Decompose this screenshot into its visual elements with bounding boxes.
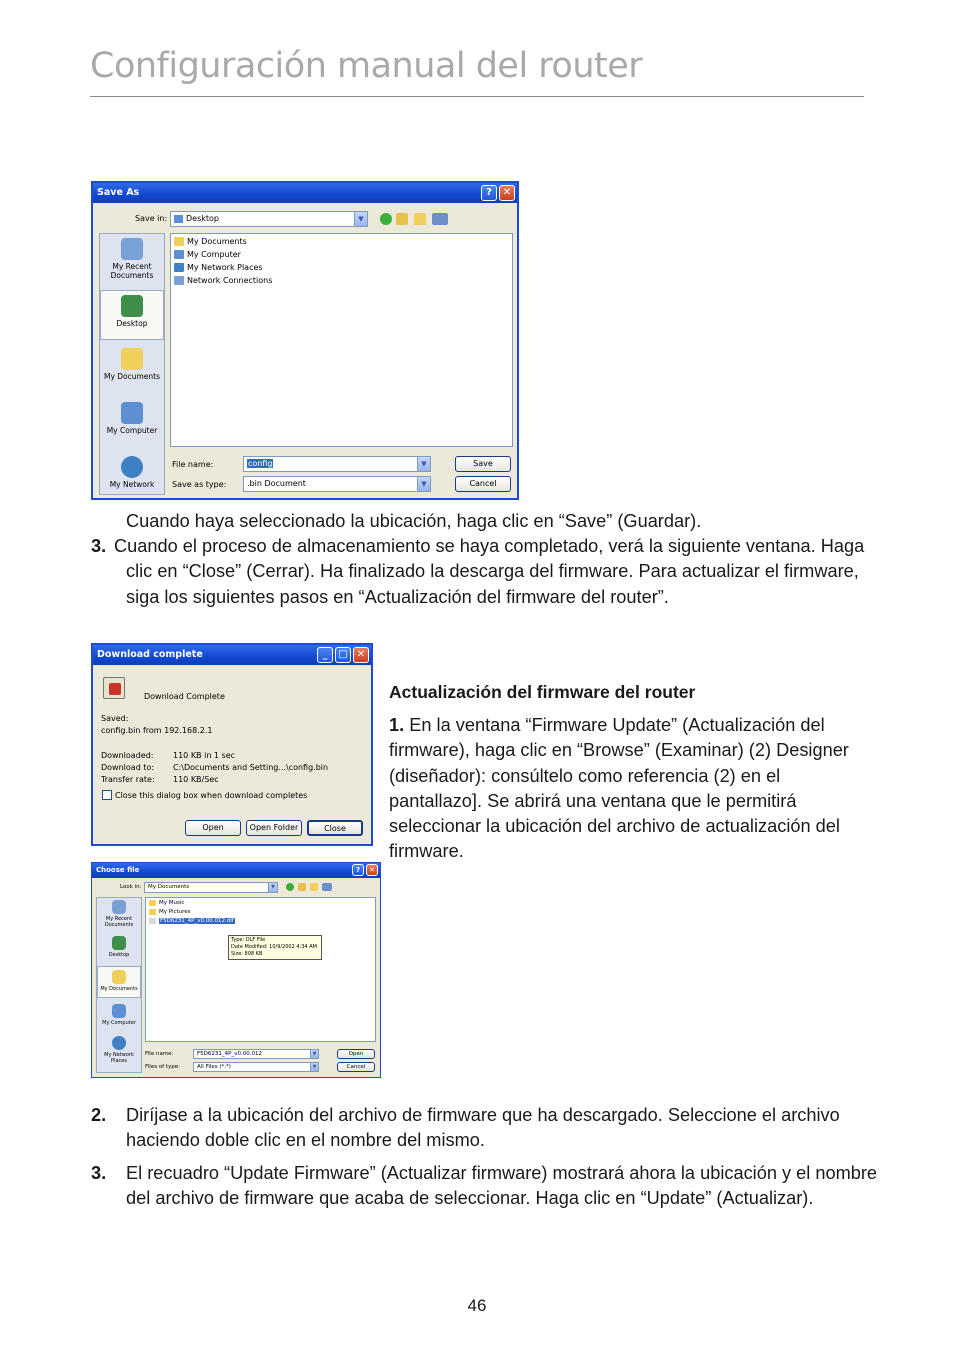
close-button[interactable]: ✕	[353, 647, 369, 663]
back-icon[interactable]	[380, 213, 392, 225]
cancel-button[interactable]: Cancel	[337, 1062, 375, 1072]
download-complete-icon	[103, 677, 125, 699]
choose-file-dialog	[91, 862, 381, 1078]
firmware-step-1	[389, 713, 867, 865]
back-icon[interactable]	[286, 883, 294, 891]
list-item[interactable]: My Documents	[174, 237, 247, 246]
help-button[interactable]: ?	[481, 185, 497, 201]
files-of-type-label: Files of type:	[145, 1064, 181, 1070]
step-3-top	[91, 534, 866, 610]
step-number: 3.	[91, 1163, 107, 1183]
file-name-label: File name:	[172, 460, 214, 469]
save-in-dropdown[interactable]	[170, 211, 368, 227]
place-my-recent-documents[interactable]: My Recent Documents	[100, 238, 164, 280]
recent-documents-icon	[112, 900, 126, 914]
new-folder-icon[interactable]	[310, 883, 318, 891]
place-my-computer[interactable]: My Computer	[100, 402, 164, 435]
file-name-input[interactable]	[193, 1049, 319, 1059]
folder-icon	[174, 237, 184, 246]
save-as-type-value: .bin Document	[247, 479, 306, 488]
download-to-value: C:\Documents and Setting...\config.bin	[173, 763, 329, 772]
list-item[interactable]: F5D6231_4P_v0.00.012.dlf	[149, 918, 235, 924]
chevron-down-icon[interactable]: ▼	[310, 1063, 318, 1071]
file-list[interactable]	[170, 233, 513, 447]
downloaded-value: 110 KB in 1 sec	[173, 751, 236, 760]
places-bar	[99, 233, 165, 495]
files-of-type-select[interactable]	[193, 1062, 319, 1072]
transfer-rate-value: 110 KB/Sec	[173, 775, 219, 784]
look-in-dropdown[interactable]	[144, 882, 278, 893]
chevron-down-icon[interactable]: ▼	[354, 212, 367, 226]
step-number: 2.	[91, 1105, 107, 1125]
computer-icon	[174, 250, 184, 259]
step-2-bottom	[91, 1103, 881, 1154]
folder-icon	[149, 909, 156, 915]
download-titlebar	[93, 645, 371, 665]
save-as-type-select[interactable]	[243, 476, 431, 492]
network-icon	[112, 1036, 126, 1050]
my-computer-icon	[112, 1004, 126, 1018]
download-to-label: Download to:	[101, 763, 155, 772]
save-as-title: Save As	[97, 187, 140, 198]
title-divider	[90, 96, 864, 97]
cancel-button[interactable]: Cancel	[455, 476, 511, 492]
place-desktop[interactable]: Desktop	[97, 936, 141, 958]
new-folder-icon[interactable]	[414, 213, 426, 225]
save-as-type-label: Save as type:	[172, 480, 227, 489]
network-icon	[174, 263, 184, 272]
open-button[interactable]: Open	[185, 820, 241, 836]
open-folder-button[interactable]: Open Folder	[246, 820, 302, 836]
list-item[interactable]: My Network Places	[174, 263, 263, 272]
desktop-icon	[112, 936, 126, 950]
place-desktop[interactable]: Desktop	[100, 290, 164, 340]
page-number: 46	[467, 1296, 487, 1315]
close-button[interactable]: ✕	[499, 185, 515, 201]
folder-icon	[174, 215, 183, 223]
my-documents-icon	[121, 348, 143, 370]
firmware-section-heading: Actualización del firmware del router	[389, 682, 696, 702]
folder-icon	[149, 900, 156, 906]
up-folder-icon[interactable]	[298, 883, 306, 891]
file-list[interactable]	[145, 897, 376, 1042]
list-item[interactable]: My Pictures	[149, 909, 191, 915]
close-on-complete-checkbox[interactable]	[102, 790, 112, 800]
save-instruction: Cuando haya seleccionado la ubicación, haga clic en “Save” (Guardar).	[126, 511, 702, 531]
place-my-documents[interactable]: My Documents	[100, 348, 164, 381]
my-computer-icon	[121, 402, 143, 424]
place-my-network[interactable]: My Network	[100, 456, 164, 489]
step-number: 1.	[389, 715, 405, 735]
close-dialog-button[interactable]: Close	[307, 820, 363, 836]
list-item[interactable]: My Music	[149, 900, 184, 906]
up-folder-icon[interactable]	[396, 213, 408, 225]
minimize-button[interactable]: _	[317, 647, 333, 663]
saved-label: Saved:	[101, 714, 129, 723]
choose-file-title: Choose file	[96, 866, 140, 874]
chevron-down-icon[interactable]: ▼	[310, 1050, 318, 1058]
places-bar	[96, 897, 142, 1073]
step-number: 3.	[91, 536, 107, 556]
list-item[interactable]: My Computer	[174, 250, 241, 259]
look-in-value: My Documents	[148, 884, 190, 890]
recent-documents-icon	[121, 238, 143, 260]
page-title: Configuración manual del router	[90, 46, 643, 86]
step-text: En la ventana “Firmware Update” (Actualización del firmware), haga clic en “Browse” (Examinar) (2) Designer (diseñador): consúltelo como referencia (2) en el pantallazo]. Se abrirá una ventana que le permitirá seleccionar la ubicación del archivo de actualización del firmware.	[389, 715, 849, 862]
step-text: Cuando el proceso de almacenamiento se haya completado, verá la siguiente ventana. Haga clic en “Close” (Cerrar). Ha finalizado la descarga del firmware. Para actualizar el firmware, siga los siguientes pasos en “Actualización del firmware del router”.	[114, 536, 865, 607]
save-button[interactable]: Save	[455, 456, 511, 472]
file-name-label: File name:	[145, 1051, 174, 1057]
place-my-network-places[interactable]: My Network Places	[97, 1036, 141, 1064]
help-button[interactable]: ?	[352, 864, 364, 876]
list-item[interactable]: Network Connections	[174, 276, 272, 285]
step-text: El recuadro “Update Firmware” (Actualizar firmware) mostrará ahora la ubicación y el nombre del archivo de firmware que acaba de seleccionar. Haga clic en “Update” (Actualizar).	[126, 1163, 878, 1209]
chevron-down-icon[interactable]: ▼	[417, 457, 430, 471]
file-name-value: config	[248, 459, 273, 468]
save-in-label: Save in:	[135, 214, 168, 223]
saved-value: config.bin from 192.168.2.1	[101, 726, 213, 735]
desktop-icon	[121, 295, 143, 317]
chevron-down-icon[interactable]: ▼	[417, 477, 430, 491]
my-documents-icon	[112, 970, 126, 984]
views-menu-icon[interactable]	[322, 883, 332, 891]
save-as-dialog	[91, 181, 519, 500]
close-button[interactable]: ✕	[366, 864, 378, 876]
look-in-label: Look in:	[120, 884, 142, 890]
downloaded-label: Downloaded:	[101, 751, 154, 760]
views-menu-icon[interactable]	[432, 213, 448, 225]
place-my-computer[interactable]: My Computer	[97, 1004, 141, 1026]
file-name-value: F5D6231_4P_v0.00.012	[197, 1051, 262, 1057]
checkbox-label: Close this dialog box when download completes	[115, 791, 308, 800]
maximize-button[interactable]: □	[335, 647, 351, 663]
download-complete-dialog	[91, 643, 373, 846]
choose-file-titlebar	[92, 863, 380, 878]
download-title: Download complete	[97, 649, 203, 660]
step-text: Diríjase a la ubicación del archivo de firmware que ha descargado. Seleccione el archivo haciendo doble clic en el nombre del mismo.	[126, 1105, 840, 1151]
place-my-documents[interactable]: My Documents	[97, 966, 141, 998]
files-of-type-value: All Files (*.*)	[197, 1064, 231, 1070]
download-heading: Download Complete	[144, 692, 225, 701]
network-connections-icon	[174, 276, 184, 285]
file-icon	[149, 918, 156, 924]
open-button[interactable]: Open	[337, 1049, 375, 1059]
transfer-rate-label: Transfer rate:	[101, 775, 155, 784]
save-as-titlebar	[93, 183, 517, 203]
step-3-bottom	[91, 1161, 881, 1212]
chevron-down-icon[interactable]: ▼	[268, 883, 277, 892]
file-tooltip: Type: DLF File Date Modified: 10/9/2002 4:34 AM Size: 808 KB	[228, 935, 322, 960]
save-in-value: Desktop	[186, 214, 219, 223]
place-my-recent-documents[interactable]: My Recent Documents	[97, 900, 141, 928]
network-icon	[121, 456, 143, 478]
file-name-input[interactable]	[243, 456, 431, 472]
